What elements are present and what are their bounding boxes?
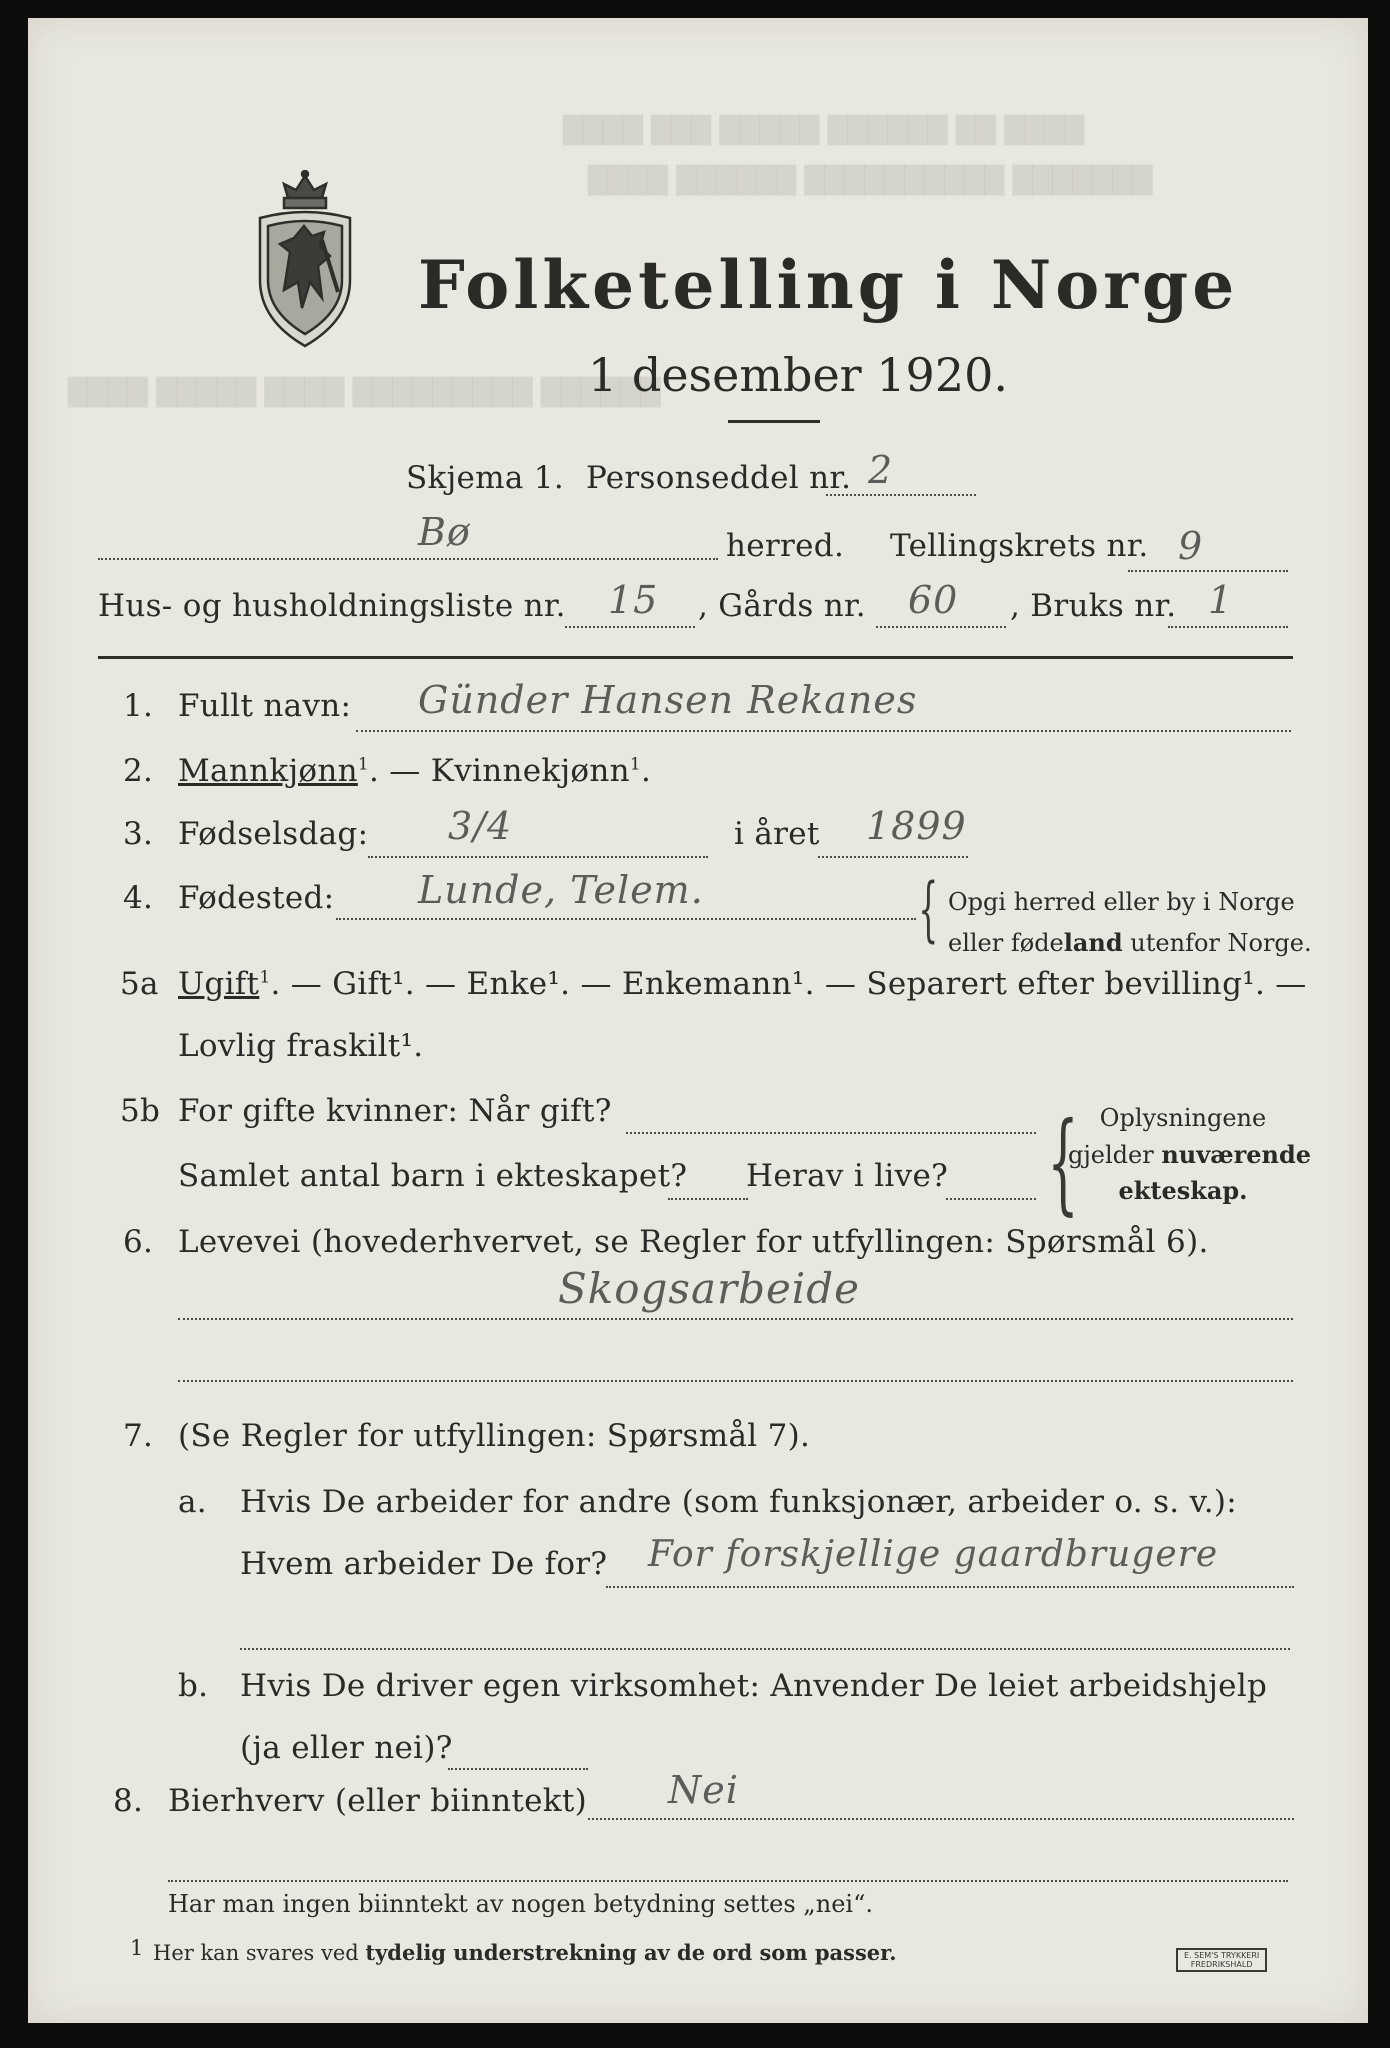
footnote-text: Her kan svares ved tydelig understrekning av de ord som passer. bbox=[153, 1940, 897, 1965]
q6-line1 bbox=[178, 1318, 1293, 1320]
q6-label: Levevei (hovederhvervet, se Regler for utfyllingen: Spørsmål 6). bbox=[178, 1224, 1209, 1260]
q1-number: 1. bbox=[123, 688, 154, 724]
q5a-line2: Lovlig fraskilt¹. bbox=[178, 1028, 424, 1064]
hus-line bbox=[565, 626, 695, 628]
q4-label: Fødested: bbox=[178, 880, 335, 916]
hus-value: 15 bbox=[608, 578, 659, 622]
q5b-married-line bbox=[626, 1132, 1036, 1134]
q2-female-option: . — Kvinnekjønn bbox=[368, 753, 630, 789]
bruks-line bbox=[1168, 626, 1288, 628]
q5b-children-label: Samlet antal barn i ekteskapet? bbox=[178, 1158, 688, 1194]
q7a-value: For forskjellige gaardbrugere bbox=[648, 1534, 1219, 1575]
q2-number: 2. bbox=[123, 753, 154, 789]
q4-brace: { bbox=[918, 868, 939, 950]
q3-year-label: i året bbox=[734, 816, 820, 852]
q7b-line bbox=[448, 1768, 588, 1770]
q7a-line1: Hvis De arbeider for andre (som funksjonær, arbeider o. s. v.): bbox=[240, 1484, 1238, 1520]
q3-value: 3/4 bbox=[448, 804, 513, 848]
q5b-note2: gjelder nuværende bbox=[1068, 1140, 1312, 1169]
q4-line bbox=[336, 918, 916, 920]
q7b-number: b. bbox=[178, 1668, 209, 1704]
q6-line2 bbox=[178, 1380, 1293, 1382]
form-date: 1 desember 1920. bbox=[588, 348, 1008, 402]
gards-label: , Gårds nr. bbox=[698, 588, 866, 624]
q7-number: 7. bbox=[123, 1418, 154, 1454]
q8-line2 bbox=[168, 1880, 1288, 1882]
q2-options: Mannkjønn$^1$. — Kvinnekjønn$^1$. bbox=[178, 753, 652, 789]
q2-male-option: Mannkjønn bbox=[178, 753, 358, 789]
q5b-number: 5b bbox=[120, 1093, 161, 1129]
q5b-line1: For gifte kvinner: Når gift? bbox=[178, 1093, 612, 1129]
printer-stamp: E. SEM'S TRYKKERI FREDRIKSHALD bbox=[1176, 1948, 1267, 1972]
q7-label: (Se Regler for utfyllingen: Spørsmål 7). bbox=[178, 1418, 811, 1454]
q5a-number: 5a bbox=[120, 966, 159, 1002]
herred-value: Bø bbox=[418, 510, 471, 554]
q4-value: Lunde, Telem. bbox=[418, 868, 704, 912]
tellingskrets-line bbox=[1128, 570, 1288, 572]
q8-label: Bierhverv (eller biinntekt) bbox=[168, 1783, 588, 1819]
form-title: Folketelling i Norge bbox=[418, 246, 1239, 324]
bruks-value: 1 bbox=[1208, 578, 1234, 622]
bleed-through-text: ████ ██████ ██████████ ███████ bbox=[588, 166, 1153, 196]
q1-value: Günder Hansen Rekanes bbox=[418, 678, 918, 722]
gards-value: 60 bbox=[908, 578, 959, 622]
q4-number: 4. bbox=[123, 880, 154, 916]
q1-line bbox=[356, 730, 1291, 732]
q7a-line2: Hvem arbeider De for? bbox=[240, 1546, 608, 1582]
q7a-line bbox=[606, 1586, 1294, 1588]
q5b-alive-line bbox=[946, 1198, 1036, 1200]
skjema-label: Skjema 1. bbox=[406, 460, 564, 496]
personseddel-label: Personseddel nr. bbox=[586, 460, 852, 496]
q8-note: Har man ingen biinntekt av nogen betydning settes „nei“. bbox=[168, 1890, 873, 1918]
q7b-line1: Hvis De driver egen virksomhet: Anvender De leiet arbeidshjelp bbox=[240, 1668, 1268, 1704]
herred-label: herred. bbox=[726, 528, 845, 564]
q7a-line2-fill bbox=[240, 1648, 1290, 1650]
tellingskrets-label: Tellingskrets nr. bbox=[890, 528, 1149, 564]
bleed-through-text: ████ ███ █████ ██████ ██ ████ bbox=[563, 116, 1085, 146]
q3-number: 3. bbox=[123, 816, 154, 852]
title-rule bbox=[728, 420, 820, 423]
q4-note-line1: Opgi herred eller by i Norge bbox=[948, 888, 1295, 916]
header-divider bbox=[98, 656, 1293, 659]
q3-label: Fødselsdag: bbox=[178, 816, 369, 852]
q5b-note1: Oplysningene bbox=[1099, 1104, 1267, 1132]
q6-value: Skogsarbeide bbox=[558, 1264, 860, 1313]
bruks-label: , Bruks nr. bbox=[1010, 588, 1177, 624]
q8-number: 8. bbox=[113, 1783, 144, 1819]
q5b-brace: { bbox=[1047, 1098, 1079, 1226]
q3-line bbox=[368, 856, 708, 858]
personseddel-value: 2 bbox=[868, 448, 894, 492]
q3-year-line bbox=[818, 856, 968, 858]
q4-note-line2: eller fødeland utenfor Norge. bbox=[948, 928, 1312, 957]
q1-label: Fullt navn: bbox=[178, 688, 352, 724]
census-form-sheet bbox=[28, 18, 1368, 2023]
q5a-options: Ugift$^1$. — Gift¹. — Enke¹. — Enkemann¹. — Separert efter bevilling¹. — bbox=[178, 966, 1307, 1002]
personseddel-line bbox=[826, 494, 976, 496]
q3-year-value: 1899 bbox=[866, 804, 967, 848]
q5b-note3: ekteskap. bbox=[1118, 1176, 1248, 1205]
q5b-alive-label: Herav i live? bbox=[746, 1158, 949, 1194]
q6-number: 6. bbox=[123, 1224, 154, 1260]
q8-value: Nei bbox=[668, 1768, 739, 1812]
q8-line bbox=[588, 1818, 1294, 1820]
tellingskrets-value: 9 bbox=[1178, 524, 1204, 568]
q7a-number: a. bbox=[178, 1484, 207, 1520]
hus-label: Hus- og husholdningsliste nr. bbox=[98, 588, 566, 624]
gards-line bbox=[876, 626, 1006, 628]
q5a-ugift-option: Ugift bbox=[178, 966, 260, 1002]
herred-line bbox=[98, 558, 718, 560]
q7b-line2: (ja eller nei)? bbox=[240, 1730, 453, 1766]
q5b-children-line bbox=[668, 1198, 748, 1200]
bleed-through-text: ████ █████ ████ █████████ ██████ bbox=[68, 378, 661, 408]
footnote-mark: 1 bbox=[130, 1936, 144, 1960]
coat-of-arms-icon bbox=[250, 170, 360, 350]
